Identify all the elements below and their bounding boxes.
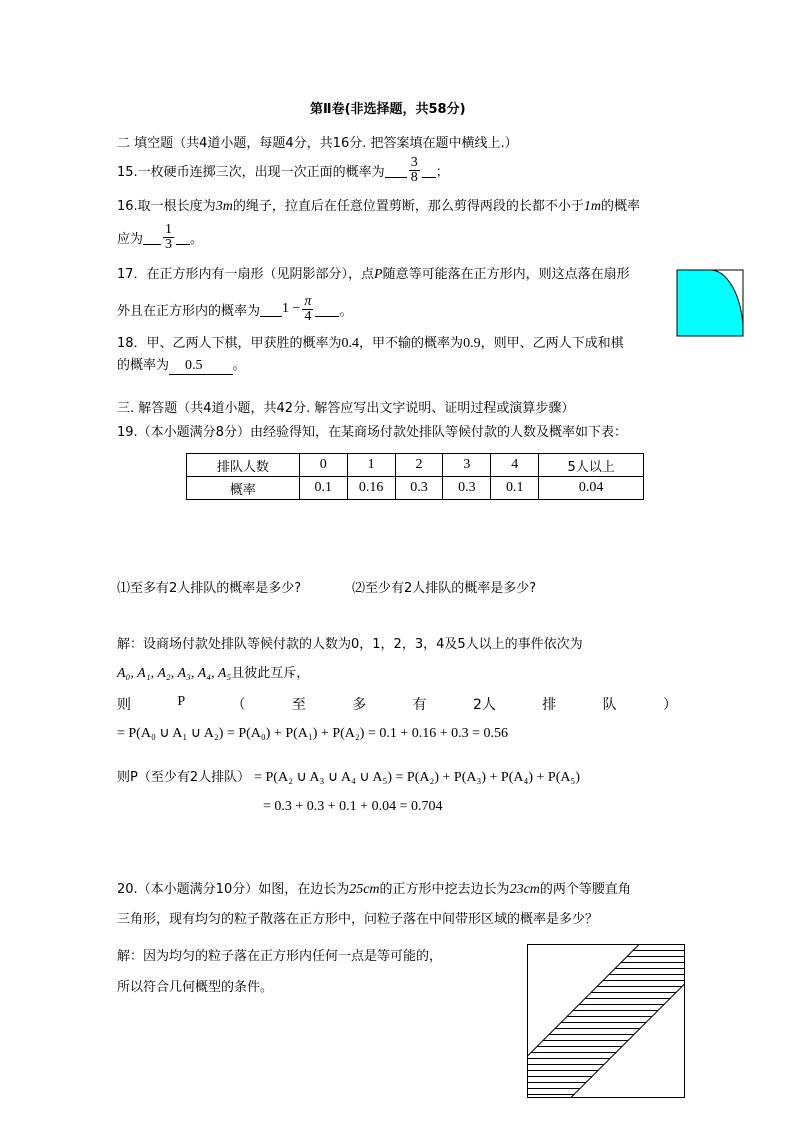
square-sector-figure: [676, 269, 744, 337]
q20-text-c: 的两个等腰直角: [539, 882, 631, 897]
then-token: 有: [412, 697, 427, 713]
table-cell: 5人以上: [539, 454, 644, 477]
q19-equation-2-line: [117, 766, 580, 786]
q17-answer-denominator: 4: [304, 308, 312, 324]
then-token: 至: [291, 697, 306, 713]
q19-solution-line1: 解：设商场付款处排队等候付款的人数为0，1，2，3，4及5人以上的事件依次为: [117, 637, 583, 652]
q16-answer-denominator: 3: [165, 236, 173, 252]
fill-blank-heading: 二 填空题（共4道小题，每题4分，共16分. 把答案填在题中横线上.）: [117, 136, 518, 151]
q17-answer-numerator: π: [304, 293, 312, 309]
q19-sub-question-1: ⑴至多有2人排队的概率是多少?: [117, 581, 302, 596]
q19-events: A₀, A₁, A₂, A₃, A₄, A₅: [117, 666, 232, 681]
q20-line1: [117, 878, 631, 898]
q17-tail: 。: [339, 303, 353, 319]
table-cell: 0.1: [491, 477, 539, 500]
table-cell: 0.3: [443, 477, 491, 500]
then-token: P: [177, 694, 186, 709]
q20-line2: 三角形，现有均匀的粒子散落在正方形中，问粒子落在中间带形区域的概率是多少？: [117, 912, 599, 927]
q15-answer-fraction: [409, 156, 420, 185]
question-16-line2: [117, 216, 203, 258]
q20-value-25cm: 25cm: [349, 882, 380, 897]
table-row-label: 排队人数: [187, 454, 300, 477]
table-cell: 0.1: [299, 477, 347, 500]
q19-then-line: [117, 694, 677, 714]
q17-text-b: 随意等可能落在正方形内，则这点落在扇形: [382, 267, 630, 282]
q20-solution-line2: 所以符合几何概型的条件。: [117, 980, 274, 995]
table-cell: 3: [443, 454, 491, 477]
q18-line2: 的概率为: [117, 358, 170, 373]
table-cell: 0: [299, 454, 347, 477]
hatched-band-figure: [527, 944, 685, 1098]
then-token: 多: [352, 697, 367, 713]
q15-answer-denominator: 8: [410, 169, 418, 185]
question-15: [117, 150, 449, 190]
q17-point-p: P: [374, 267, 383, 282]
then-token: 排: [542, 697, 557, 713]
q16-tail: 。: [190, 231, 204, 247]
q18-value-2: 0.9: [463, 336, 481, 351]
q16-text-c: 的概率: [600, 199, 640, 214]
question-18-line1: [117, 332, 624, 352]
table-cell: 0.04: [539, 477, 644, 500]
q20-value-23cm: 23cm: [509, 882, 540, 897]
q17-text-a: 17．在正方形内有一扇形（见阴影部分），点: [117, 267, 375, 282]
table-row: [187, 454, 644, 477]
q15-tail: ；: [435, 164, 449, 180]
table-cell: 0.16: [347, 477, 395, 500]
q18-answer: 0.5: [185, 358, 203, 373]
q19-solution-events: [117, 662, 309, 682]
q15-answer-numerator: 3: [410, 154, 418, 170]
q18-tail: 。: [232, 358, 246, 373]
q17-answer-prefix: 1 −: [282, 301, 301, 316]
then-token: （: [231, 697, 246, 713]
q20-solution-line1: 解：因为均匀的粒子落在正方形内任何一点是等可能的，: [117, 949, 443, 964]
q16-text-b: 的绳子，拉直后在任意位置剪断，那么剪得两段的长都不小于: [232, 199, 584, 214]
q19-sub-question-2: ⑵至少有2人排队的概率是多少?: [352, 581, 537, 596]
q18-text-c: ，则甲、乙两人下成和棋: [480, 336, 624, 351]
q19-events-tail: 且彼此互斥，: [231, 666, 310, 681]
question-17-line1: [117, 263, 630, 283]
question-18-line2: [117, 354, 246, 375]
q16-line2: 应为: [117, 231, 144, 247]
table-cell: 1: [347, 454, 395, 477]
table-cell: 2: [395, 454, 443, 477]
q19-equation-2: = P(A₂ ∪ A₃ ∪ A₄ ∪ A₅) = P(A₂) + P(A₃) + P(A₄) + P(A₅): [254, 770, 581, 785]
then-token: 则: [117, 697, 131, 713]
then-token: ）: [662, 697, 677, 713]
q20-text-a: 20.（本小题满分10分）如图，在边长为: [117, 882, 350, 897]
q19-probability-table: [186, 453, 644, 500]
section-title: 第Ⅱ卷(非选择题，共58分): [310, 102, 466, 117]
q18-text-b: ，甲不输的概率为: [359, 336, 464, 351]
q18-text-a: 18．甲、乙两人下棋，甲获胜的概率为: [117, 336, 342, 351]
q19-equation-3: = 0.3 + 0.3 + 0.1 + 0.04 = 0.704: [263, 799, 443, 814]
q16-text-a: 16.取一根长度为: [117, 199, 216, 214]
table-row-label: 概率: [187, 477, 300, 500]
table-cell: 4: [491, 454, 539, 477]
q18-answer-blank: [169, 358, 233, 375]
question-17-line2: [117, 288, 352, 330]
q18-value-1: 0.4: [341, 336, 360, 351]
q16-answer-fraction: [163, 223, 174, 252]
q19-intro: 19.（本小题满分8分）由经验得知，在某商场付款处排队等候付款的人数及概率如下表：: [117, 425, 627, 440]
q16-value-1m: 1m: [583, 199, 601, 214]
then-token: 队: [602, 697, 617, 713]
q17-line2: 外且在正方形内的概率为: [117, 303, 261, 319]
q20-text-b: 的正方形中挖去边长为: [379, 882, 510, 897]
q16-value-3m: 3m: [215, 199, 233, 214]
q15-text: 15.一枚硬币连掷三次，出现一次正面的概率为: [117, 164, 385, 180]
q16-answer-numerator: 1: [165, 221, 173, 237]
q19-equation-1: = P(A₀ ∪ A₁ ∪ A₂) = P(A₀) + P(A₁) + P(A₂) = 0.1 + 0.16 + 0.3 = 0.56: [117, 726, 509, 741]
table-row: [187, 477, 644, 500]
then-token: 2人: [472, 697, 496, 713]
table-cell: 0.3: [395, 477, 443, 500]
q19-eq2-label: 则P（至少有2人排队）: [117, 770, 251, 785]
question-16-line1: [117, 195, 640, 215]
solve-heading: 三. 解答题（共4道小题，共42分. 解答应写出文字说明、证明过程或演算步骤）: [117, 401, 575, 416]
q17-answer-fraction: [302, 295, 313, 324]
